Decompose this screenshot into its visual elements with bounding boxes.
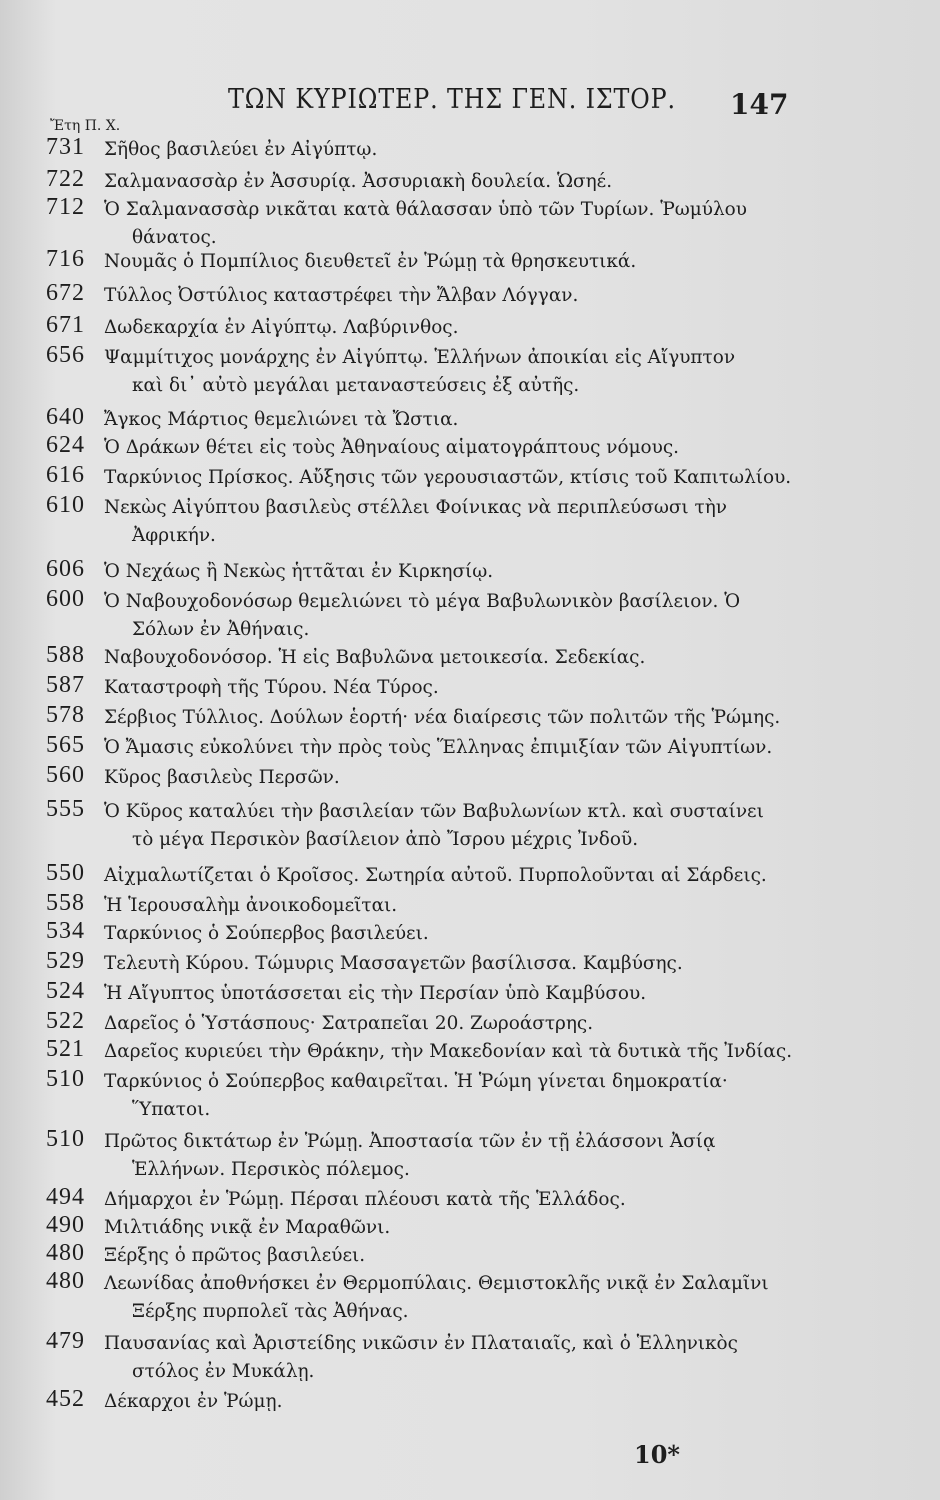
entry-text: Δήμαρχοι ἐν Ῥώμῃ. Πέρσαι πλέουσι κατὰ τῆς Ἑλλάδος. bbox=[104, 1188, 626, 1210]
entry-year: 624 bbox=[46, 432, 85, 458]
entry-year: 522 bbox=[46, 1008, 85, 1034]
entry-text: Τύλλος Ὀστύλιος καταστρέφει τὴν Ἄλβαν Λόγγαν. bbox=[104, 284, 579, 306]
entry-text: Ταρκύνιος ὁ Σούπερβος βασιλεύει. bbox=[104, 922, 429, 944]
running-header: ΤΩΝ ΚΥΡΙΩΤΕΡ. ΤΗΣ ΓΕΝ. ΙΣΤΟΡ. bbox=[228, 84, 676, 115]
entry-text: Ταρκύνιος ὁ Σούπερβος καθαιρεῖται. Ἡ Ῥώμη γίνεται δημοκρατία· bbox=[104, 1070, 728, 1092]
entry-text: Ὁ Ναβουχοδονόσωρ θεμελιώνει τὸ μέγα Βαβυλωνικὸν βασίλειον. Ὁ bbox=[104, 590, 741, 612]
entry-text: Ἄγκος Μάρτιος θεμελιώνει τὰ Ὤστια. bbox=[104, 408, 459, 430]
entry-text-continuation: Ἀφρικήν. bbox=[132, 524, 216, 546]
entry-text: Ὁ Δράκων θέτει εἰς τοὺς Ἀθηναίους αἱματογράπτους νόμους. bbox=[104, 436, 680, 458]
entry-text: Κῦρος βασιλεὺς Περσῶν. bbox=[104, 766, 340, 788]
entry-text-continuation: καὶ δι᾽ αὐτὸ μεγάλαι μεταναστεύσεις ἐξ αὐτῆς. bbox=[132, 374, 580, 396]
entry-text: Σῆθος βασιλεύει ἐν Αἰγύπτῳ. bbox=[104, 138, 378, 160]
entry-year: 479 bbox=[46, 1328, 85, 1354]
entry-year: 555 bbox=[46, 796, 85, 822]
entry-text: Δαρεῖος ὁ Ὑστάσπους· Σατραπεῖαι 20. Ζωροάστρης. bbox=[104, 1012, 594, 1034]
entry-year: 640 bbox=[46, 404, 85, 430]
page-number: 147 bbox=[730, 88, 789, 121]
entry-text: Ναβουχοδονόσορ. Ἡ εἰς Βαβυλῶνα μετοικεσία. Σεδεκίας. bbox=[104, 646, 646, 668]
entry-year: 600 bbox=[46, 586, 85, 612]
entry-year: 521 bbox=[46, 1036, 85, 1062]
entry-text-continuation: Ὕπατοι. bbox=[132, 1098, 211, 1120]
entry-text-continuation: Ἑλλήνων. Περσικὸς πόλεμος. bbox=[132, 1158, 410, 1180]
entry-text: Ὁ Κῦρος καταλύει τὴν βασιλείαν τῶν Βαβυλωνίων κτλ. καὶ συσταίνει bbox=[104, 800, 764, 822]
entry-year: 610 bbox=[46, 492, 85, 518]
entry-text-continuation: Σόλων ἐν Ἀθήναις. bbox=[132, 618, 310, 640]
entry-text: Τελευτὴ Κύρου. Τώμυρις Μασσαγετῶν βασίλισσα. Καμβύσης. bbox=[104, 952, 683, 974]
entry-year: 524 bbox=[46, 978, 85, 1004]
entry-year: 578 bbox=[46, 702, 85, 728]
entry-text: Ὁ Ἄμασις εὐκολύνει τὴν πρὸς τοὺς Ἕλληνας ἐπιμιξίαν τῶν Αἰγυπτίων. bbox=[104, 736, 773, 758]
entry-text: Νουμᾶς ὁ Πομπίλιος διευθετεῖ ἐν Ῥώμῃ τὰ θρησκευτικά. bbox=[104, 250, 637, 272]
entry-text: Ὁ Σαλμανασσὰρ νικᾶται κατὰ θάλασσαν ὑπὸ τῶν Τυρίων. Ῥωμύλου bbox=[104, 198, 747, 220]
years-bc-label: Ἔτη Π. Χ. bbox=[50, 118, 121, 134]
entry-text: Δαρεῖος κυριεύει τὴν Θράκην, τὴν Μακεδονίαν καὶ τὰ δυτικὰ τῆς Ἰνδίας. bbox=[104, 1040, 793, 1062]
entry-year: 722 bbox=[46, 166, 85, 192]
entry-text: Παυσανίας καὶ Ἀριστείδης νικῶσιν ἐν Πλαταιαῖς, καὶ ὁ Ἑλληνικὸς bbox=[104, 1332, 738, 1354]
entry-text: Ἡ Αἴγυπτος ὑποτάσσεται εἰς τὴν Περσίαν ὑπὸ Καμβύσου. bbox=[104, 982, 647, 1004]
entry-year: 716 bbox=[46, 246, 85, 272]
entry-year: 672 bbox=[46, 280, 85, 306]
entry-year: 565 bbox=[46, 732, 85, 758]
entry-year: 550 bbox=[46, 860, 85, 886]
entry-text: Ταρκύνιος Πρίσκος. Αὔξησις τῶν γερουσιαστῶν, κτίσις τοῦ Καπιτωλίου. bbox=[104, 466, 792, 488]
entry-year: 588 bbox=[46, 642, 85, 668]
entry-text-continuation: θάνατος. bbox=[132, 226, 217, 248]
entry-text: Ὁ Νεχάως ἢ Νεκὼς ἡττᾶται ἐν Κιρκησίῳ. bbox=[104, 560, 494, 582]
entry-year: 671 bbox=[46, 312, 85, 338]
entry-text: Πρῶτος δικτάτωρ ἐν Ῥώμῃ. Ἀποστασία τῶν ἐν τῇ ἐλάσσονι Ἀσίᾳ bbox=[104, 1130, 716, 1152]
entry-text-continuation: στόλος ἐν Μυκάλῃ. bbox=[132, 1360, 315, 1382]
entry-text-continuation: τὸ μέγα Περσικὸν βασίλειον ἀπὸ Ἴσρου μέχρις Ἰνδοῦ. bbox=[132, 828, 639, 850]
entry-year: 606 bbox=[46, 556, 85, 582]
entry-year: 731 bbox=[46, 134, 85, 160]
entry-text: Αἰχμαλωτίζεται ὁ Κροῖσος. Σωτηρία αὐτοῦ. Πυρπολοῦνται αἱ Σάρδεις. bbox=[104, 864, 767, 886]
entry-year: 480 bbox=[46, 1240, 85, 1266]
entry-year: 560 bbox=[46, 762, 85, 788]
entry-year: 616 bbox=[46, 462, 85, 488]
signature-mark: 10* bbox=[634, 1440, 680, 1469]
entry-year: 452 bbox=[46, 1386, 85, 1412]
entry-text: Ξέρξης ὁ πρῶτος βασιλεύει. bbox=[104, 1244, 366, 1266]
entry-year: 510 bbox=[46, 1066, 85, 1092]
entry-year: 587 bbox=[46, 672, 85, 698]
entry-year: 534 bbox=[46, 918, 85, 944]
entry-year: 490 bbox=[46, 1212, 85, 1238]
entry-year: 480 bbox=[46, 1268, 85, 1294]
entry-text: Σαλμανασσὰρ ἐν Ἀσσυρίᾳ. Ἀσσυριακὴ δουλεία. Ὡσηέ. bbox=[104, 170, 613, 192]
entry-year: 494 bbox=[46, 1184, 85, 1210]
entry-year: 510 bbox=[46, 1126, 85, 1152]
entry-text: Σέρβιος Τύλλιος. Δούλων ἑορτή· νέα διαίρεσις τῶν πολιτῶν τῆς Ῥώμης. bbox=[104, 706, 781, 728]
entry-text: Ψαμμίτιχος μονάρχης ἐν Αἰγύπτῳ. Ἑλλήνων ἀποικίαι εἰς Αἴγυπτον bbox=[104, 346, 736, 368]
entry-year: 529 bbox=[46, 948, 85, 974]
entry-text-continuation: Ξέρξης πυρπολεῖ τὰς Ἀθήνας. bbox=[132, 1300, 409, 1322]
entry-year: 656 bbox=[46, 342, 85, 368]
entry-text: Λεωνίδας ἀποθνήσκει ἐν Θερμοπύλαις. Θεμιστοκλῆς νικᾷ ἐν Σαλαμῖνι bbox=[104, 1272, 769, 1294]
entry-text: Νεκὼς Αἰγύπτου βασιλεὺς στέλλει Φοίνικας νὰ περιπλεύσωσι τὴν bbox=[104, 496, 727, 518]
entry-text: Ἡ Ἱερουσαλὴμ ἀνοικοδομεῖται. bbox=[104, 894, 398, 916]
entry-year: 558 bbox=[46, 890, 85, 916]
entry-text: Δωδεκαρχία ἐν Αἰγύπτῳ. Λαβύρινθος. bbox=[104, 316, 459, 338]
entry-text: Καταστροφὴ τῆς Τύρου. Νέα Τύρος. bbox=[104, 676, 439, 698]
entry-text: Μιλτιάδης νικᾷ ἐν Μαραθῶνι. bbox=[104, 1216, 391, 1238]
entry-year: 712 bbox=[46, 194, 85, 220]
entry-text: Δέκαρχοι ἐν Ῥώμῃ. bbox=[104, 1390, 283, 1412]
